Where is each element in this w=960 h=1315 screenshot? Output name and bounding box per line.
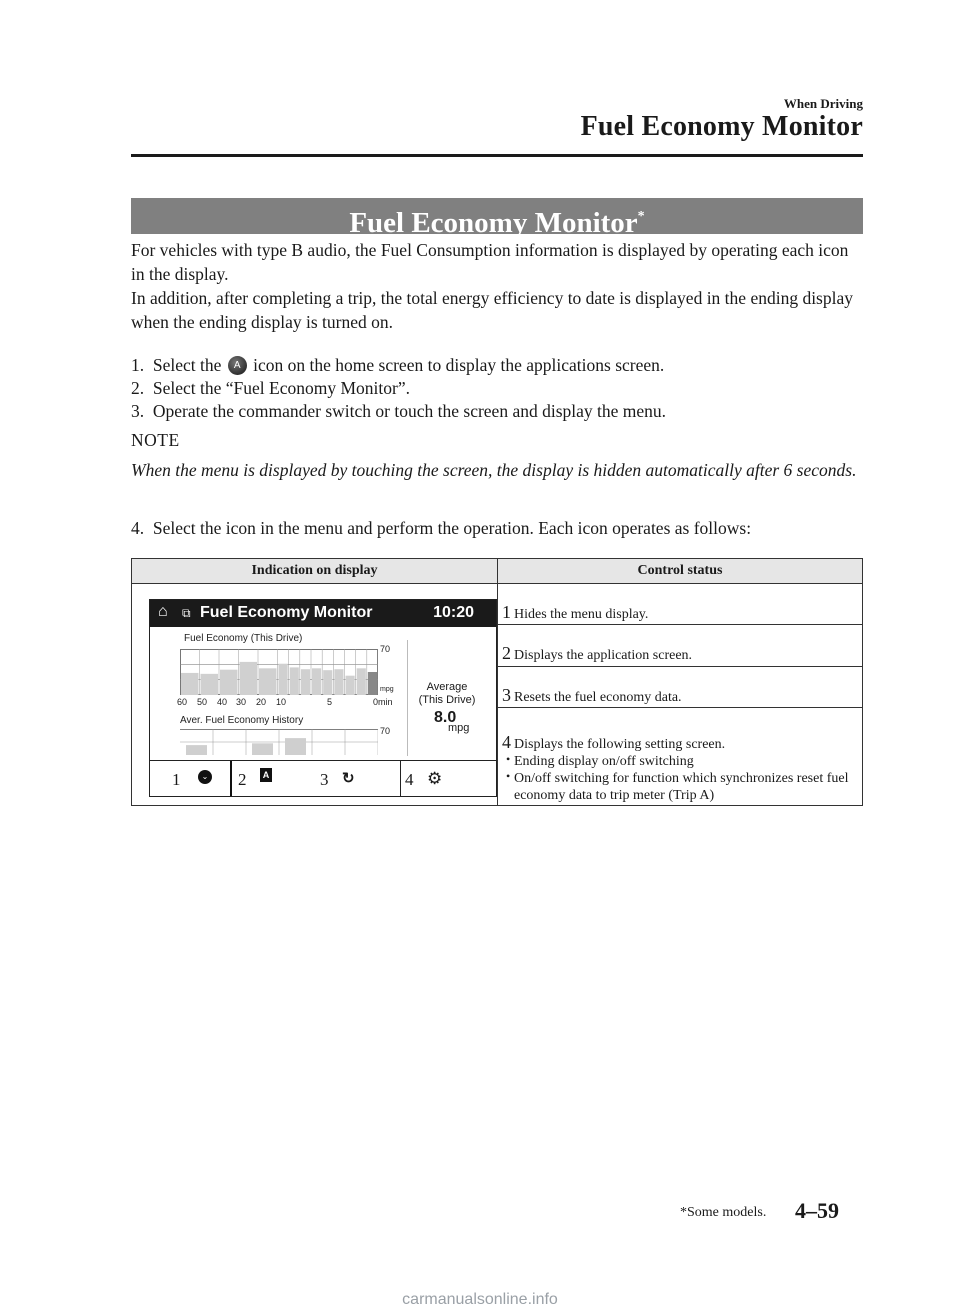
menu-applications-button[interactable] — [232, 761, 312, 797]
setting-item-1: • Ending display on/off switching — [514, 753, 862, 770]
chart1-bar-7 — [301, 669, 310, 695]
chart1-bar-13 — [368, 672, 377, 695]
chart1-label: Fuel Economy (This Drive) — [184, 633, 303, 644]
note-heading: NOTE — [131, 430, 180, 450]
chart1-bar-0 — [181, 673, 199, 695]
chart1-bar-11 — [346, 676, 355, 695]
note-text: When the menu is displayed by touching the screen, the display is hidden automatically after 6 seconds. — [131, 460, 857, 480]
some-models-mark: * — [637, 209, 645, 224]
intro-paragraph-1: For vehicles with type B audio, the Fuel Consumption information is displayed by operating each icon in the display. — [131, 240, 849, 284]
header-rule — [131, 154, 863, 157]
history-chart — [180, 729, 378, 755]
chart1-bar-2 — [220, 670, 238, 695]
callout-2: 2 — [238, 770, 247, 789]
average-label-2: (This Drive) — [418, 694, 476, 706]
screen-menu-bar — [150, 760, 496, 797]
section-heading: When Driving — [783, 96, 863, 111]
applications-icon: A — [260, 768, 272, 782]
topic-banner — [131, 198, 863, 239]
status-text-2: Displays the application screen. — [514, 648, 693, 664]
clock: 10:20 — [433, 604, 474, 621]
average-unit: mpg — [448, 722, 470, 734]
screen-cell — [132, 584, 498, 806]
step-1 — [131, 353, 664, 377]
step-3 — [131, 399, 666, 423]
status-text-1: Hides the menu display. — [514, 607, 649, 622]
chart1-bar-6 — [290, 667, 299, 695]
status-num-1: 1 — [502, 602, 511, 622]
chart1-unit: mpg — [380, 686, 394, 693]
status-text-3: Resets the fuel economy data. — [514, 689, 682, 705]
header-control-status: Control status — [498, 559, 863, 584]
chart1-bar-1 — [201, 674, 219, 695]
watermark: carmanualsonline.info — [402, 1291, 558, 1308]
chevron-down-icon: ⌄ — [198, 770, 212, 784]
step-4-text: Select the icon in the menu and perform the operation. Each icon operates as follows: — [152, 518, 752, 538]
reset-icon: ↻ — [342, 770, 355, 787]
xtick-30: 30 — [236, 697, 247, 707]
callout-1: 1 — [172, 770, 181, 789]
xtick-20: 20 — [256, 697, 267, 707]
step-2-number: 2. — [131, 378, 145, 398]
app-icon: ⧉ — [182, 606, 191, 620]
status-cell-1 — [498, 584, 863, 625]
applications-icon: A — [228, 356, 247, 375]
page-title: Fuel Economy Monitor — [580, 111, 863, 142]
chart1-bar-4 — [259, 668, 277, 695]
chart1-bar-8 — [312, 668, 321, 695]
step-4-number: 4. — [131, 518, 145, 538]
chart1-bar-3 — [240, 662, 258, 695]
gear-icon: ⚙ — [427, 769, 443, 788]
page-number: 4–59 — [795, 1198, 839, 1223]
average-value: 8.0 — [434, 709, 457, 726]
chart2-bar-3 — [285, 738, 306, 755]
xtick-60: 60 — [177, 697, 188, 707]
chart2-max: 70 — [380, 726, 391, 736]
callout-4: 4 — [405, 770, 414, 789]
chart1-bar-10 — [334, 669, 343, 695]
screen-title: Fuel Economy Monitor — [200, 604, 373, 621]
footnote: *Some models. — [680, 1205, 767, 1220]
average-label — [416, 681, 478, 707]
control-table — [131, 558, 863, 806]
step-4 — [131, 516, 751, 540]
callout-3: 3 — [320, 770, 329, 789]
status-cell-4 — [498, 708, 863, 806]
chart1-bar-12 — [357, 668, 366, 695]
xtick-0min: 0min — [373, 697, 393, 707]
status-num-3: 3 — [502, 684, 511, 705]
banner-title: Fuel Economy Monitor — [349, 207, 638, 239]
step-2 — [131, 376, 410, 400]
average-label-1: Average — [426, 681, 468, 693]
chart1-max: 70 — [380, 644, 391, 654]
xtick-5: 5 — [327, 697, 333, 707]
intro-paragraph-2: In addition, after completing a trip, the total energy efficiency to date is displayed in the ending display when the ending display is turned on. — [131, 288, 853, 332]
setting-list — [502, 753, 862, 804]
home-icon[interactable]: ⌂ — [158, 603, 168, 620]
chart1-bar-5 — [279, 664, 288, 695]
status-text-4: Displays the following setting screen. — [514, 737, 726, 753]
status-cell-3 — [498, 666, 863, 707]
xtick-50: 50 — [197, 697, 208, 707]
menu-hide-button[interactable] — [150, 761, 232, 797]
step-1-text-a: Select the — [152, 355, 222, 375]
step-1-text-b: icon on the home screen to display the applications screen. — [253, 355, 665, 375]
chart1-bar-9 — [323, 670, 332, 695]
step-1-number: 1. — [131, 355, 145, 375]
step-3-number: 3. — [131, 401, 145, 421]
step-3-text: Operate the commander switch or touch the screen and display the menu. — [152, 401, 667, 421]
xtick-40: 40 — [217, 697, 228, 707]
fuel-economy-chart — [180, 649, 378, 695]
status-num-2: 2 — [502, 643, 511, 664]
chart2-label: Aver. Fuel Economy History — [180, 715, 304, 726]
header-indication: Indication on display — [132, 559, 498, 584]
status-cell-2 — [498, 625, 863, 666]
setting-item-2: • On/off switching for function which synchronizes reset fuel economy data to trip meter (Trip A) — [514, 770, 862, 804]
chart2-bar-0 — [186, 745, 207, 755]
fuel-monitor-screen — [149, 599, 497, 797]
menu-reset-button[interactable] — [316, 761, 396, 797]
menu-settings-button[interactable] — [400, 761, 497, 797]
chart2-bar-2 — [252, 743, 273, 755]
screen-title-bar — [150, 600, 496, 627]
xtick-10: 10 — [276, 697, 287, 707]
step-2-text: Select the “Fuel Economy Monitor”. — [152, 378, 410, 398]
status-num-4: 4 — [502, 732, 511, 753]
